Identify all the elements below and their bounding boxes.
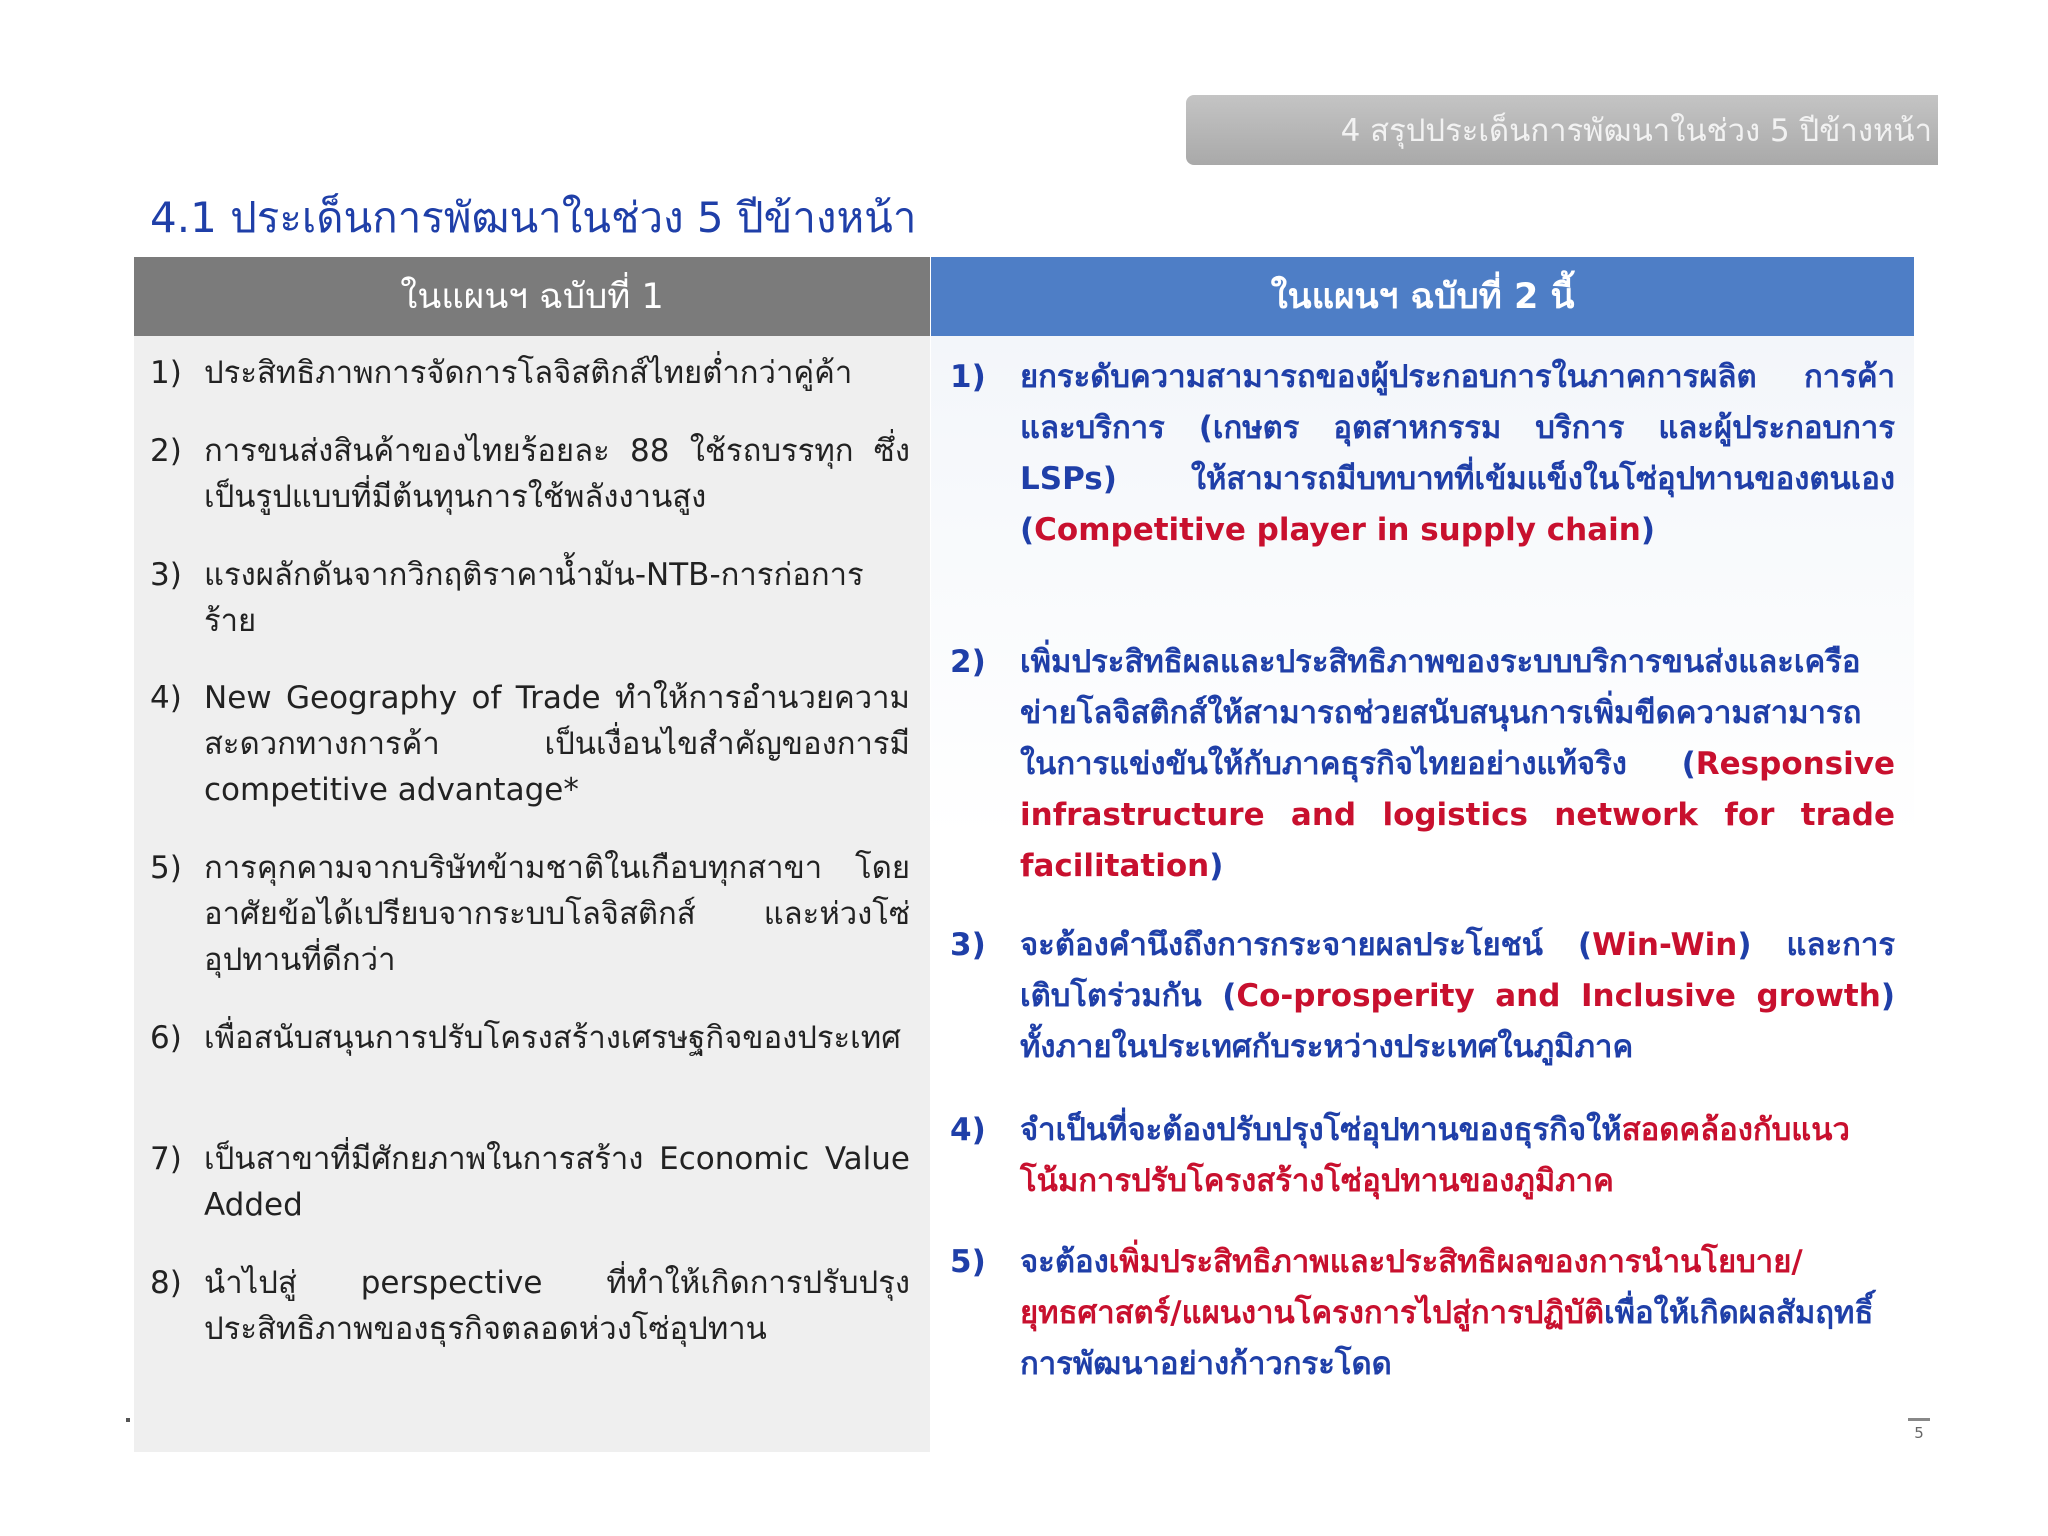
right-item-text-blue: จำเป็นที่จะต้องปรับปรุงโซ่อุปทานของธุรกิจให้ <box>1020 1112 1622 1148</box>
left-list-item-7 <box>150 1136 910 1228</box>
left-item-text: การคุกคามจากบริษัทข้ามชาติในเกือบทุกสาขา โดยอาศัยข้อได้เปรียบจากระบบโลจิสติกส์ และห่วงโซ่อุปทานที่ดีกว่า <box>204 850 910 978</box>
right-item-number: 5) <box>950 1244 986 1280</box>
right-item-number: 2) <box>950 644 986 680</box>
right-item-text-highlight: Competitive player in supply chain <box>1034 512 1641 548</box>
left-list-item-6 <box>150 1015 910 1061</box>
right-item-number: 1) <box>950 359 986 395</box>
right-item-text <box>1020 637 1895 892</box>
right-list-item-2 <box>950 637 1895 892</box>
left-list-item-3 <box>150 552 910 644</box>
left-item-number: 8) <box>150 1265 182 1301</box>
left-item-text: เป็นสาขาที่มีศักยภาพในการสร้าง Economic Value Added <box>204 1141 910 1223</box>
right-item-number: 3) <box>950 927 986 963</box>
left-item-text: นำไปสู่ perspective ที่ทำให้เกิดการปรับปรุงประสิทธิภาพของธุรกิจตลอดห่วงโซ่อุปทาน <box>204 1265 910 1347</box>
left-list-item-5 <box>150 845 910 983</box>
right-item-text-highlight: เพิ่มประสิทธิภาพและประสิทธิผลของการนำนโยบาย/ยุทธศาสตร์/แผนงานโครงการไปสู่การปฏิบัติ <box>1020 1244 1803 1331</box>
right-item-text-blue: เพิ่มประสิทธิผลและประสิทธิภาพของระบบบริการขนส่งและเครือข่ายโลจิสติกส์ให้สามารถช่วยสนับสนุนการเพิ่มขีดความสามารถในการแข่งขันให้กับภาคธุรกิจไทยอย่างแท้จริง ( <box>1020 644 1862 782</box>
right-item-text-highlight: Win-Win <box>1592 927 1738 963</box>
left-item-number: 6) <box>150 1020 182 1056</box>
footer-dot <box>126 1418 130 1422</box>
right-item-number: 4) <box>950 1112 986 1148</box>
right-item-text-highlight: สอดคล้องกับแนวโน้มการปรับโครงสร้างโซ่อุปทานของภูมิภาค <box>1020 1112 1850 1199</box>
left-item-text: แรงผลักดันจากวิกฤติราคาน้ำมัน-NTB-การก่อการร้าย <box>204 557 864 639</box>
right-item-text-blue-mid: ) และการเติบโตร่วมกัน ( <box>1020 927 1896 1014</box>
left-item-text: ประสิทธิภาพการจัดการโลจิสติกส์ไทยต่ำกว่าคู่ค้า <box>204 355 853 391</box>
right-item-text-blue: ยกระดับความสามารถของผู้ประกอบการในภาคการผลิต การค้าและบริการ (เกษตร อุตสาหกรรม บริการ และผู้ประกอบการ LSPs) ให้สามารถมีบทบาทที่เข้มแข็งในโซ่อุปทานของตนเอง ( <box>1020 359 1895 548</box>
right-item-text <box>1020 352 1895 556</box>
right-item-text-blue-end: ) <box>1209 848 1224 884</box>
page-number: 5 <box>1914 1424 1924 1442</box>
right-list-item-4 <box>950 1105 1895 1207</box>
left-item-text: New Geography of Trade ทำให้การอำนวยความสะดวกทางการค้า เป็นเงื่อนไขสำคัญของการมี competitive advantage* <box>204 680 910 808</box>
right-item-text-blue: จะต้องคำนึงถึงการกระจายผลประโยชน์ ( <box>1020 927 1593 963</box>
left-item-number: 4) <box>150 680 182 716</box>
right-item-text <box>1020 1237 1895 1390</box>
right-item-text-blue: จะต้อง <box>1020 1244 1109 1280</box>
left-list-item-1 <box>150 350 910 396</box>
section-header-tab: 4 สรุปประเด็นการพัฒนาในช่วง 5 ปีข้างหน้า <box>1186 95 1938 165</box>
left-list-item-2 <box>150 428 910 520</box>
left-item-text: เพื่อสนับสนุนการปรับโครงสร้างเศรษฐกิจของประเทศ <box>204 1020 901 1056</box>
left-item-number: 5) <box>150 850 182 886</box>
right-item-text <box>1020 920 1895 1073</box>
left-item-text: การขนส่งสินค้าของไทยร้อยละ 88 ใช้รถบรรทุก ซึ่งเป็นรูปแบบที่มีต้นทุนการใช้พลังงานสูง <box>204 433 910 515</box>
left-item-number: 1) <box>150 355 182 391</box>
footer-divider <box>1908 1418 1930 1421</box>
right-list-item-5 <box>950 1237 1895 1390</box>
right-list-item-1 <box>950 352 1895 556</box>
right-item-text-blue-end: ) <box>1640 512 1655 548</box>
left-list-item-4 <box>150 675 910 813</box>
left-item-number: 7) <box>150 1141 182 1177</box>
right-item-text <box>1020 1105 1895 1207</box>
left-item-number: 3) <box>150 557 182 593</box>
right-item-text-highlight: Responsive infrastructure and logistics network for trade facilitation <box>1020 746 1895 884</box>
right-column-heading: ในแผนฯ ฉบับที่ 2 นี้ <box>931 257 1914 336</box>
right-item-text-highlight-2: Co-prosperity and Inclusive growth <box>1236 978 1881 1014</box>
right-item-text-blue-end: ) ทั้งภายในประเทศกับระหว่างประเทศในภูมิภาค <box>1020 978 1895 1065</box>
right-list-item-3 <box>950 920 1895 1073</box>
left-column-heading: ในแผนฯ ฉบับที่ 1 <box>134 257 930 336</box>
page-title: 4.1 ประเด็นการพัฒนาในช่วง 5 ปีข้างหน้า <box>150 193 917 242</box>
left-list-item-8 <box>150 1260 910 1352</box>
right-item-text-blue-end: เพื่อให้เกิดผลสัมฤทธิ์การพัฒนาอย่างก้าวกระโดด <box>1020 1295 1874 1382</box>
left-item-number: 2) <box>150 433 182 469</box>
